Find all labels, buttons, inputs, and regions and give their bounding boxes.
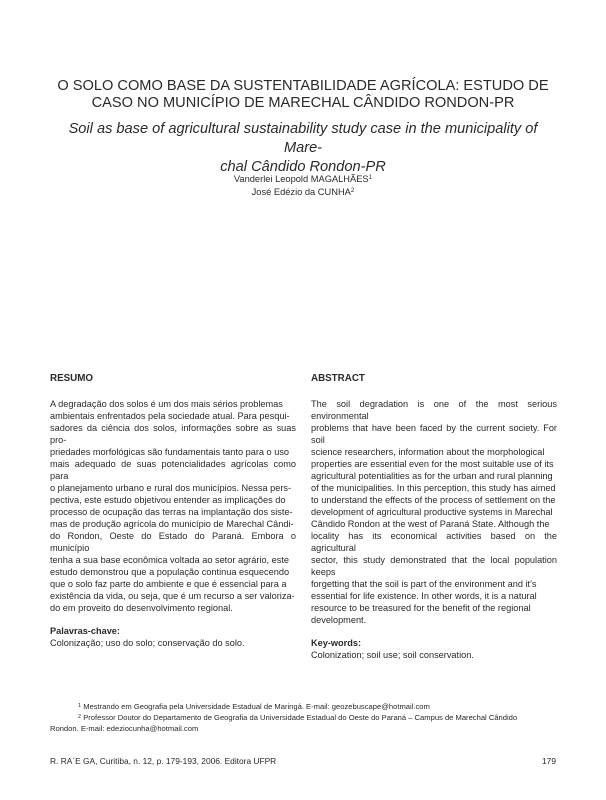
abstract-body <box>311 398 557 626</box>
author-list <box>50 173 556 199</box>
footnote <box>50 701 556 712</box>
title-line: O SOLO COMO BASE DA SUSTENTABILIDADE AGRÍCOLA: ESTUDO DE <box>57 78 549 94</box>
text-line: to understand the effects of the process of settlement on the <box>311 495 556 505</box>
key-words-heading: Key-words: <box>311 638 362 648</box>
running-footer <box>50 756 556 767</box>
text-line: development of agricultural productive systems in Marechal <box>311 507 553 517</box>
palavras-chave-text: Colonização; uso do solo; conservação do solo. <box>50 638 245 648</box>
footnote-text: Professor Doutor do Departamento de Geografia da Universidade Estadual do Oeste do Paraná – Campus de Marechal Cândido <box>83 713 518 722</box>
author-name: Vanderlei Leopold MAGALHÃES <box>233 174 369 184</box>
key-words-text: Colonization; soil use; soil conservation. <box>311 650 474 660</box>
footnote-text: Mestrando em Geografia pela Universidade Estadual de Maringá. E-mail: geozebuscape@hotmail.com <box>83 702 430 711</box>
resumo-section <box>50 373 296 649</box>
text-line: que o solo faz parte do ambiente e que é essencial para a <box>50 579 287 589</box>
text-line: processo de ocupação das terras na implantação dos siste- <box>50 507 293 517</box>
article-title <box>50 78 556 112</box>
resumo-body <box>50 398 296 614</box>
palavras-chave-heading: Palavras-chave: <box>50 626 120 636</box>
text-line: priedades morfológicas são fundamentais tanto para o uso <box>50 447 290 457</box>
author <box>50 186 556 199</box>
text-line: development. <box>311 615 367 625</box>
author-name: José Edézio da CUNHA <box>251 187 351 197</box>
text-line: locality has its economical activities based on the agricultural <box>311 531 557 553</box>
text-line: mas de produção agrícola do município de Marechal Cândi- <box>50 519 294 529</box>
abstract-heading: ABSTRACT <box>311 373 365 384</box>
text-line: sector, this study demonstrated that the local population keeps <box>311 555 557 577</box>
palavras-chave-block <box>50 625 296 649</box>
text-line: science researchers, information about the morphological <box>311 447 545 457</box>
page-number: 179 <box>542 756 556 766</box>
text-line: pectiva, este estudo objetivou entender as implicações do <box>50 495 286 505</box>
text-line: do Rondon, Oeste do Estado do Paraná. Embora o município <box>50 531 296 553</box>
text-line: sadores da ciência dos solos, informações sobre as suas pro- <box>50 423 296 445</box>
text-line: A degradação dos solos é um dos mais sérios problemas <box>50 399 283 409</box>
footnote <box>50 712 556 723</box>
text-line: tenha a sua base econômica voltada ao setor agrário, este <box>50 555 290 565</box>
footnote-mark: 2 <box>78 714 82 720</box>
author <box>50 173 556 186</box>
resumo-heading: RESUMO <box>50 373 94 384</box>
footnote-mark: 2 <box>350 187 355 194</box>
text-line: mais adequado de suas potencialidades agrícolas como para <box>50 459 296 481</box>
footnote-continuation: Rondon. E-mail: edeziocunha@hotmail.com <box>50 724 199 733</box>
footnote-mark: 1 <box>78 703 82 709</box>
text-line: resource to be treasured for the benefit of the regional <box>311 603 531 613</box>
text-line: agricultural potentialities as for the urban and rural planning <box>311 471 553 481</box>
text-line: forgetting that the soil is part of the environment and it's <box>311 579 537 589</box>
journal-citation: R. RA´E GA, Curitiba, n. 12, p. 179-193, 2006. Editora UFPR <box>50 756 277 766</box>
footnote-mark: 1 <box>368 174 373 181</box>
text-line: The soil degradation is one of the most serious environmental <box>311 399 557 421</box>
text-line: do em proveito do desenvolvimento regional. <box>50 603 233 613</box>
footnotes <box>50 701 556 734</box>
subtitle-line: Soil as base of agricultural sustainability study case in the municipality of Mare- <box>68 121 538 156</box>
subtitle-line: chal Cândido Rondon-PR <box>220 159 386 175</box>
abstract-section <box>311 373 557 661</box>
text-line: existência da vida, ou seja, que é um recurso a ser valoriza- <box>50 591 295 601</box>
text-line: Cândido Rondon at the west of Paraná State. Although the <box>311 519 550 529</box>
text-line: ambientais enfrentados pela sociedade atual. Para pesqui- <box>50 411 290 421</box>
text-line: of the municipalities. In this perception, this study has aimed <box>311 483 556 493</box>
key-words-block <box>311 637 557 661</box>
text-line: problems that have been faced by the current society. For soil <box>311 423 557 445</box>
text-line: estudo demonstrou que a população continua esquecendo <box>50 567 290 577</box>
text-line: o planejamento urbano e rural dos municípios. Nessa pers- <box>50 483 292 493</box>
title-line: CASO NO MUNICÍPIO DE MARECHAL CÂNDIDO RONDON-PR <box>91 95 515 111</box>
text-line: properties are essential even for the most suitable use of its <box>311 459 554 469</box>
text-line: essential for life existence. In other words, it is a natural <box>311 591 537 601</box>
article-subtitle-english <box>50 120 556 177</box>
